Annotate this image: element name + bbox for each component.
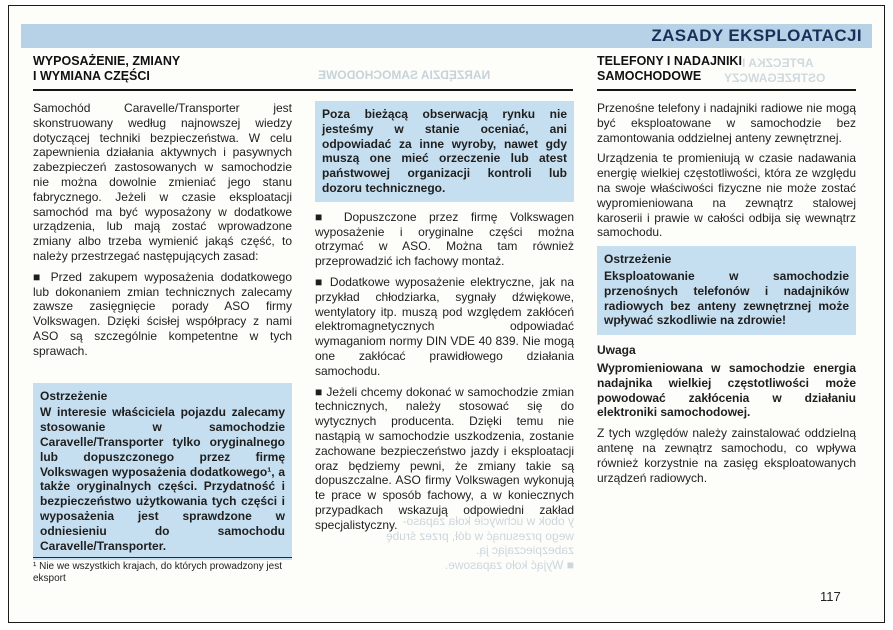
note-body: Wypromieniowana w samochodzie energia nadajnika wielkiej częstotliwości może powodować zakłócenia w działaniu elektroniki samochodowej.	[597, 360, 856, 420]
warning-body: W interesie właściciela pojazdu zalecamy stosowanie w samochodzie Caravelle/Transporter tylko oryginalnego lub dopuszczonego przez firmę Volkswagen wyposażenia dodatkowego¹, a także oryginalnych części. Przydatność i bezpieczeństwo użytkowania tych części i wyposażenia jest sprawdzone w odniesieniu do samochodu Caravelle/Transporter.	[40, 405, 285, 553]
heading-line: SAMOCHODOWE	[597, 69, 702, 83]
warning-title: Ostrzeżenie	[40, 388, 108, 403]
showthrough-line: zabezpieczając ją.	[475, 543, 574, 557]
body-paragraph: Urządzenia te promieniują w czasie nadawania energię wielkiej częstotliwości, która ze względu na swoje właściwości fizyczne nie może zostać wypromieniowana na zewnątrz stalowej karoserii i prawie w całości odbija się wewnątrz samochodu.	[597, 151, 856, 240]
heading-rule-right	[597, 89, 856, 91]
heading-line: WYPOSAŻENIE, ZMIANY	[33, 54, 181, 68]
section-heading-telephones	[597, 54, 742, 84]
page-number: 117	[820, 589, 841, 604]
header-bar	[21, 24, 872, 48]
warning-box	[33, 383, 292, 561]
heading-line: TELEFONY I NADAJNIKI	[597, 54, 742, 68]
heading-rule-left	[33, 89, 573, 91]
footnote: ¹ Nie we wszystkich krajach, do których prowadzony jest eksport	[33, 557, 292, 585]
highlighted-paragraph: Poza bieżącą obserwacją rynku nie jesteśmy w stanie oceniać, ani odpowiadać za inne wyroby, nawet gdy muszą one mieć orzeczenie lub atest państwowej organizacji kontroli lub dozoru technicznego.	[315, 101, 574, 202]
body-paragraph: ■ Jeżeli chcemy dokonać w samochodzie zmian technicznych, należy stosować się do wytycznych producenta. Dzięki temu nie nastąpią w samochodzie uszkodzenia, zostanie zachowane bezpieczeństwo jazdy i eksploatacji oraz będziemy pewni, że zmiany takie są dopuszczalne. ASO firmy Volkswagen wykonują te prace w sposób fachowy, a w koniecznych przypadkach wskazują odpowiedni zakład specjalistyczny.	[315, 384, 574, 532]
column-3	[597, 101, 856, 491]
heading-line: I WYMIANA CZĘŚCI	[33, 69, 150, 83]
column-1	[33, 101, 292, 568]
showthrough-line: y obok w uchwycie koła zapaso-	[402, 514, 574, 528]
note-title: Uwaga	[597, 343, 636, 358]
body-paragraph: ■ Przed zakupem wyposażenia dodatkowego lub dokonaniem zmian technicznych zalecamy zawsze zasięgnięcie porady ASO firmy Volkswagen. Dzięki ścisłej współpracy z nami ASO są szczególnie kompetentne w tych sprawach.	[33, 269, 292, 358]
showthrough-text-block	[315, 514, 574, 572]
body-paragraph: Z tych względów należy zainstalować oddzielną antenę na zewnątrz samochodu, co wpływa również korzystnie na zasięg eksploatowanych urządzeń radiowych.	[597, 426, 856, 485]
showthrough-line: wego przesunąć w dół, przez śrubę	[385, 528, 574, 543]
warning-title: Ostrzeżenie	[604, 252, 672, 267]
showthrough-text: NARZĘDZIA SAMOCHODOWE	[318, 68, 491, 82]
warning-box	[597, 246, 856, 335]
showthrough-text: OSTRZEGAWCZY	[724, 71, 826, 85]
body-paragraph: Przenośne telefony i nadajniki radiowe nie mogą być eksploatowane w samochodzie bez zamontowania oddzielnej anteny zewnętrznej.	[597, 101, 856, 145]
body-paragraph: ■ Dodatkowe wyposażenie elektryczne, jak na przykład chłodziarka, sygnały dźwiękowe, wentylatory itp. muszą pod względem zakłóceń elektromagnetycznych odpowiadać wymaganiom normy DIN VDE 40 839. Nie mogą one zakłócać prawidłowego działania samochodu.	[315, 274, 574, 378]
warning-body: Eksploatowanie w samochodzie przenośnych telefonów i nadajników radiowych bez anteny zewnętrznej może wpływać szkodliwie na zdrowie!	[604, 268, 849, 328]
section-heading-equipment	[33, 54, 180, 84]
showthrough-line: ■ Wyjąć koło zapasowe.	[444, 557, 574, 572]
page-title: ZASADY EKSPLOATACJI	[651, 26, 862, 45]
body-paragraph: Samochód Caravelle/Transporter jest skonstruowany według najnowszej wiedzy dotyczącej techniki bezpieczeństwa. W celu zapewnienia działania aktywnych i pasywnych zabezpieczeń zastosowanych w samochodzie nie można dowolnie zmieniać jego stanu fabrycznego. Jeżeli w czasie eksploatacji samochód ma być wyposażony w dodatkowe urządzenia, lub mają zostać wprowadzone zmiany albo trzeba wymienić jakąś część, to należy przestrzegać następujących zasad:	[33, 101, 292, 263]
showthrough-text: APTECZKA I	[742, 56, 814, 70]
column-2	[315, 101, 574, 539]
body-paragraph: ■ Dopuszczone przez firmę Volkswagen wyposażenie i oryginalne części można otrzymać w ASO. Można tam również przeprowadzić ich fachowy montaż.	[315, 209, 574, 269]
